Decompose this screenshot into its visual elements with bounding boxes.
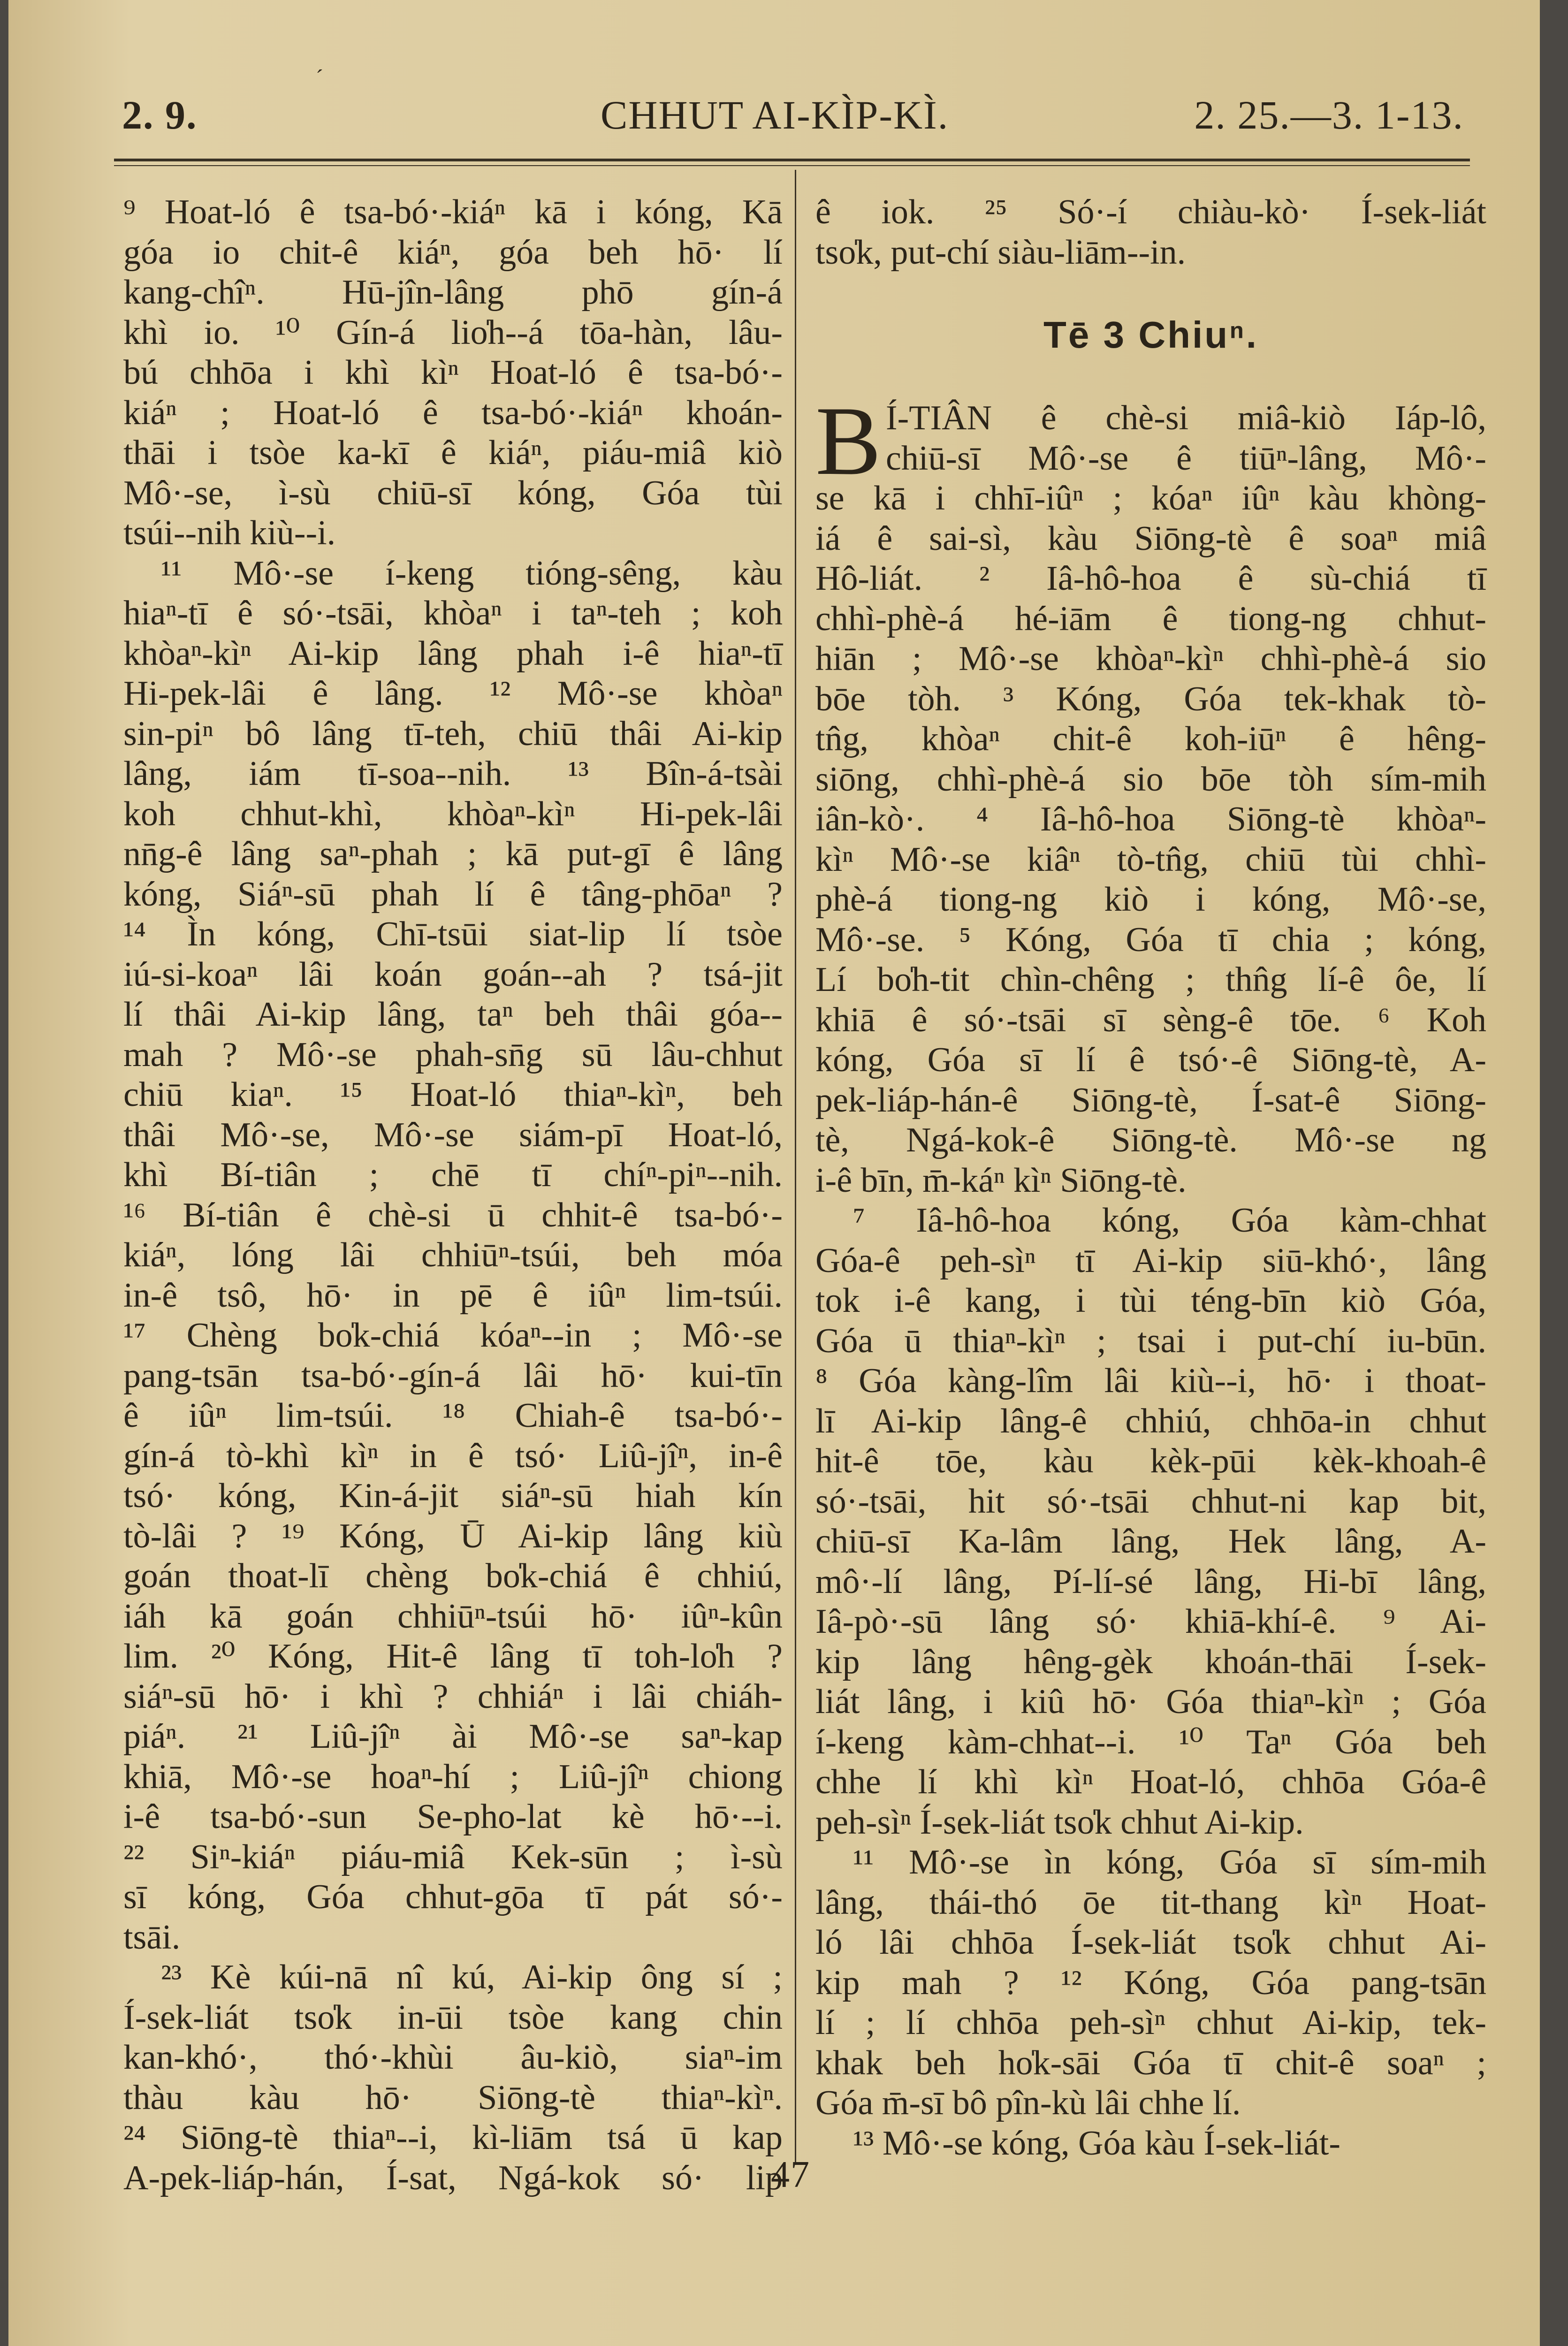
text-line: ¹³ Mô·-se kóng, Góa kàu Í-sek-liát-: [853, 2124, 1340, 2163]
chapter-heading: Tē 3 Chiuⁿ.: [1043, 314, 1258, 356]
text-line: iáh kā goán chhiūⁿ-tsúi hō· iûⁿ-kûn: [123, 1597, 783, 1636]
text-line: tn̂g, khòaⁿ chit-ê koh-iūⁿ ê hêng-: [815, 720, 1486, 758]
text-line: thàu kàu hō· Siōng-tè thiaⁿ-kìⁿ.: [123, 2078, 783, 2117]
text-line: ¹⁷ Chèng bo̍k-chiá kóaⁿ--in ; Mô·-se: [123, 1316, 783, 1355]
text-line: lâng, thái-thó ōe tit-thang kìⁿ Hoat-: [815, 1883, 1486, 1922]
text-line: ¹⁴ Ìn kóng, Chī-tsūi siat-lip lí tsòe: [123, 915, 783, 953]
text-line: kiáⁿ ; Hoat-ló ê tsa-bó·-kiáⁿ khoán-: [123, 393, 783, 432]
text-line: hit-ê tōe, kàu kèk-pūi kèk-khoah-ê: [815, 1442, 1486, 1480]
text-line: chhì-phè-á hé-iām ê tiong-ng chhut-: [815, 599, 1486, 638]
text-line: Mô·-se, ì-sù chiū-sī kóng, Góa tùi: [123, 473, 783, 512]
text-line: peh-sìⁿ Í-sek-liát tso̍k chhut Ai-kip.: [815, 1803, 1304, 1842]
text-line: liát lâng, i kiû hō· Góa thiaⁿ-kìⁿ ; Góa: [815, 1683, 1486, 1721]
text-line: Í-TIÂN ê chè-si miâ-kiò Iáp-lô,: [886, 399, 1486, 437]
text-line: kiáⁿ, lóng lâi chhiūⁿ-tsúi, beh móa: [123, 1236, 783, 1274]
text-line: iú-si-koaⁿ lâi koán goán--ah ? tsá-jit: [123, 955, 783, 994]
text-line: tè, Ngá-kok-ê Siōng-tè. Mô·-se ng: [815, 1121, 1486, 1159]
text-line: kóng, Siáⁿ-sū phah lí ê tâng-phōaⁿ ?: [123, 875, 783, 914]
column-divider: [795, 170, 796, 2164]
text-line: nn̄g-ê lâng saⁿ-phah ; kā put-gī ê lâng: [123, 835, 783, 873]
text-line: Iâ-pò·-sū lâng só· khiā-khí-ê. ⁹ Ai-: [815, 1602, 1486, 1641]
text-line: lim. ²⁰ Kóng, Hit-ê lâng tī toh-lo̍h ?: [123, 1637, 783, 1676]
text-line: ¹⁶ Bí-tiân ê chè-si ū chhit-ê tsa-bó·-: [123, 1196, 783, 1234]
text-line: siōng, chhì-phè-á sio bōe tòh sím-mih: [815, 760, 1486, 799]
header-rule-thick: [114, 159, 1470, 161]
text-line: só·-tsāi, hit só·-tsāi chhut-ni kap bit,: [815, 1482, 1486, 1521]
text-line: chhe lí khì kìⁿ Hoat-ló, chhōa Góa-ê: [815, 1763, 1486, 1801]
header-right-reference: 2. 25.—3. 1-13.: [1194, 92, 1464, 137]
chapter-opening: [815, 387, 1486, 2163]
text-line: khì io. ¹⁰ Gín-á lio̍h--á tōa-hàn, lâu-: [123, 313, 783, 352]
text-line: thāi i tsòe ka-kī ê kiáⁿ, piáu-miâ kiò: [123, 434, 783, 472]
text-line: Góa m̄-sī bô pîn-kù lâi chhe lí.: [815, 2084, 1241, 2122]
text-line: siáⁿ-sū hō· i khì ? chhiáⁿ i lâi chiáh-: [123, 1677, 783, 1716]
text-line: chiū kiaⁿ. ¹⁵ Hoat-ló thiaⁿ-kìⁿ, beh: [123, 1075, 783, 1114]
text-line: kip lâng hêng-gèk khoán-thāi Í-sek-: [815, 1642, 1486, 1681]
text-line: tso̍k, put-chí siàu-liām--in.: [815, 233, 1186, 272]
text-line: Lí bo̍h-tit chìn-chêng ; thn̂g lí-ê ôe, lí: [815, 960, 1486, 999]
text-line: lí ; lí chhōa peh-sìⁿ chhut Ai-kip, tek-: [815, 2003, 1486, 2042]
text-line: ²⁴ Siōng-tè thiaⁿ--i, kì-liām tsá ū kap: [123, 2118, 783, 2157]
text-line: lī Ai-kip lâng-ê chhiú, chhōa-in chhut: [815, 1402, 1486, 1440]
text-line: khiā ê só·-tsāi sī sèng-ê tōe. ⁶ Koh: [815, 1000, 1486, 1039]
text-line: ló lâi chhōa Í-sek-liát tso̍k chhut Ai-: [815, 1923, 1486, 1962]
text-line: kìⁿ Mô·-se kiâⁿ tò-tn̂g, chiū tùi chhì-: [815, 840, 1486, 879]
text-line: piáⁿ. ²¹ Liû-jîⁿ ài Mô·-se saⁿ-kap: [123, 1717, 783, 1756]
text-line: Hô-liát. ² Iâ-hô-hoa ê sù-chiá tī: [815, 559, 1486, 598]
text-line: lâng, iám tī-soa--nih. ¹³ Bîn-á-tsài: [123, 754, 783, 793]
text-line: ⁷ Iâ-hô-hoa kóng, Góa kàm-chhat: [853, 1201, 1486, 1240]
text-line: tsúi--nih kiù--i.: [123, 514, 336, 552]
text-line: tsó· kóng, Kin-á-jit siáⁿ-sū hiah kín: [123, 1477, 783, 1515]
text-line: tsāi.: [123, 1918, 181, 1957]
text-line: iân-kò·. ⁴ Iâ-hô-hoa Siōng-tè khòaⁿ-: [815, 800, 1486, 838]
drop-cap-letter: B: [815, 387, 882, 495]
text-line: pang-tsān tsa-bó·-gín-á lâi hō· kui-tīn: [123, 1356, 783, 1395]
ink-mark: ´: [316, 65, 323, 90]
text-line: goán thoat-lī chèng bo̍k-chiá ê chhiú,: [123, 1557, 783, 1595]
text-line: kóng, Góa sī lí ê tsó·-ê Siōng-tè, A-: [815, 1041, 1486, 1079]
text-line: i-ê tsa-bó·-sun Se-pho-lat kè hō·--i.: [123, 1798, 783, 1836]
text-line: lí thâi Ai-kip lâng, taⁿ beh thâi góa--: [123, 995, 783, 1034]
text-line: sin-piⁿ bô lâng tī-teh, chiū thâi Ai-kip: [123, 714, 783, 753]
text-line: í-keng kàm-chhat--i. ¹⁰ Taⁿ Góa beh: [815, 1722, 1486, 1761]
text-line: khak beh ho̍k-sāi Góa tī chit-ê soaⁿ ;: [815, 2043, 1486, 2082]
text-line: hiān ; Mô·-se khòaⁿ-kìⁿ chhì-phè-á sio: [815, 640, 1486, 678]
text-line: Í-sek-liát tso̍k in-ūi tsòe kang chin: [123, 1998, 783, 2037]
text-line: bú chhōa i khì kìⁿ Hoat-ló ê tsa-bó·-: [123, 353, 783, 392]
text-line: kang-chîⁿ. Hū-jîn-lâng phō gín-á: [123, 273, 783, 312]
text-line: chiū-sī Mô·-se ê tiūⁿ-lâng, Mô·-: [886, 439, 1486, 478]
text-line: ²² Siⁿ-kiáⁿ piáu-miâ Kek-sūn ; ì-sù: [123, 1837, 783, 1876]
text-line: ê iûⁿ lim-tsúi. ¹⁸ Chiah-ê tsa-bó·-: [123, 1396, 783, 1435]
header-book-title: CHHUT AI-KÌP-KÌ.: [601, 92, 949, 137]
text-line: ê iok. ²⁵ Só·-í chiàu-kò· Í-sek-liát: [815, 193, 1486, 231]
text-line: chiū-sī Ka-lâm lâng, Hek lâng, A-: [815, 1522, 1486, 1561]
text-line: ¹¹ Mô·-se í-keng tióng-sêng, kàu: [161, 554, 783, 593]
text-line: koh chhut-khì, khòaⁿ-kìⁿ Hi-pek-lâi: [123, 794, 783, 833]
text-line: mah ? Mô·-se phah-sn̄g sū lâu-chhut: [123, 1035, 783, 1074]
text-line: góa io chit-ê kiáⁿ, góa beh hō· lí: [123, 233, 783, 272]
text-line: Góa-ê peh-sìⁿ tī Ai-kip siū-khó·, lâng: [815, 1241, 1486, 1280]
text-line: gín-á tò-khì kìⁿ in ê tsó· Liû-jîⁿ, in-ê: [123, 1436, 783, 1475]
text-line: Góa ū thiaⁿ-kìⁿ ; tsai i put-chí iu-būn.: [815, 1321, 1486, 1360]
text-line: khiā, Mô·-se hoaⁿ-hí ; Liû-jîⁿ chiong: [123, 1757, 783, 1796]
text-line: khì Bí-tiân ; chē tī chíⁿ-piⁿ--nih.: [123, 1156, 783, 1194]
text-line: Hi-pek-lâi ê lâng. ¹² Mô·-se khòaⁿ: [123, 674, 783, 713]
right-column: [815, 192, 1486, 2163]
text-line: bōe tòh. ³ Kóng, Góa tek-khak tò-: [815, 679, 1486, 718]
text-line: ⁸ Góa kàng-lîm lâi kiù--i, hō· i thoat-: [815, 1362, 1486, 1400]
text-line: kan-khó·, thó·-khùi âu-kiò, siaⁿ-im: [123, 2038, 783, 2077]
running-header: [108, 91, 1464, 157]
text-line: thâi Mô·-se, Mô·-se siám-pī Hoat-ló,: [123, 1115, 783, 1154]
text-line: A-pek-liáp-hán, Í-sat, Ngá-kok só· lip: [123, 2158, 783, 2197]
text-line: in-ê tsô, hō· in pē ê iûⁿ lim-tsúi.: [123, 1276, 783, 1315]
text-line: phè-á tiong-ng kiò i kóng, Mô·-se,: [815, 880, 1486, 919]
text-line: tò-lâi ? ¹⁹ Kóng, Ū Ai-kip lâng kiù: [123, 1516, 783, 1555]
text-line: ¹¹ Mô·-se ìn kóng, Góa sī sím-mih: [853, 1843, 1486, 1881]
text-line: i-ê bīn, m̄-káⁿ kìⁿ Siōng-tè.: [815, 1161, 1187, 1200]
right-column-body-text: [815, 387, 1486, 2163]
book-page: [8, 0, 1540, 2346]
text-line: sī kóng, Góa chhut-gōa tī pát só·-: [123, 1878, 783, 1916]
text-line: mô·-lí lâng, Pí-lí-sé lâng, Hi-bī lâng,: [815, 1562, 1486, 1601]
text-line: kip mah ? ¹² Kóng, Góa pang-tsān: [815, 1963, 1486, 2002]
text-line: pek-liáp-hán-ê Siōng-tè, Í-sat-ê Siōng-: [815, 1081, 1486, 1120]
page-number: 47: [771, 2154, 810, 2195]
text-line: hiaⁿ-tī ê só·-tsāi, khòaⁿ i taⁿ-teh ; koh: [123, 594, 783, 632]
text-line: se kā i chhī-iûⁿ ; kóaⁿ iûⁿ kàu khòng-: [815, 479, 1486, 518]
text-line: ²³ Kè kúi-nā nî kú, Ai-kip ông sí ;: [161, 1958, 783, 1996]
text-line: tok i-ê kang, i tùi téng-bīn kiò Góa,: [815, 1281, 1486, 1320]
text-line: iá ê sai-sì, kàu Siōng-tè ê soaⁿ miâ: [815, 519, 1486, 558]
header-left-reference: 2. 9.: [122, 92, 198, 137]
text-line: Mô·-se. ⁵ Kóng, Góa tī chia ; kóng,: [815, 920, 1486, 959]
header-rule-thin: [114, 165, 1470, 166]
left-column: [123, 192, 783, 2198]
text-line: khòaⁿ-kìⁿ Ai-kip lâng phah i-ê hiaⁿ-tī: [123, 634, 783, 673]
text-line: ⁹ Hoat-ló ê tsa-bó·-kiáⁿ kā i kóng, Kā: [123, 193, 783, 231]
right-column-top-text: [815, 192, 1486, 273]
